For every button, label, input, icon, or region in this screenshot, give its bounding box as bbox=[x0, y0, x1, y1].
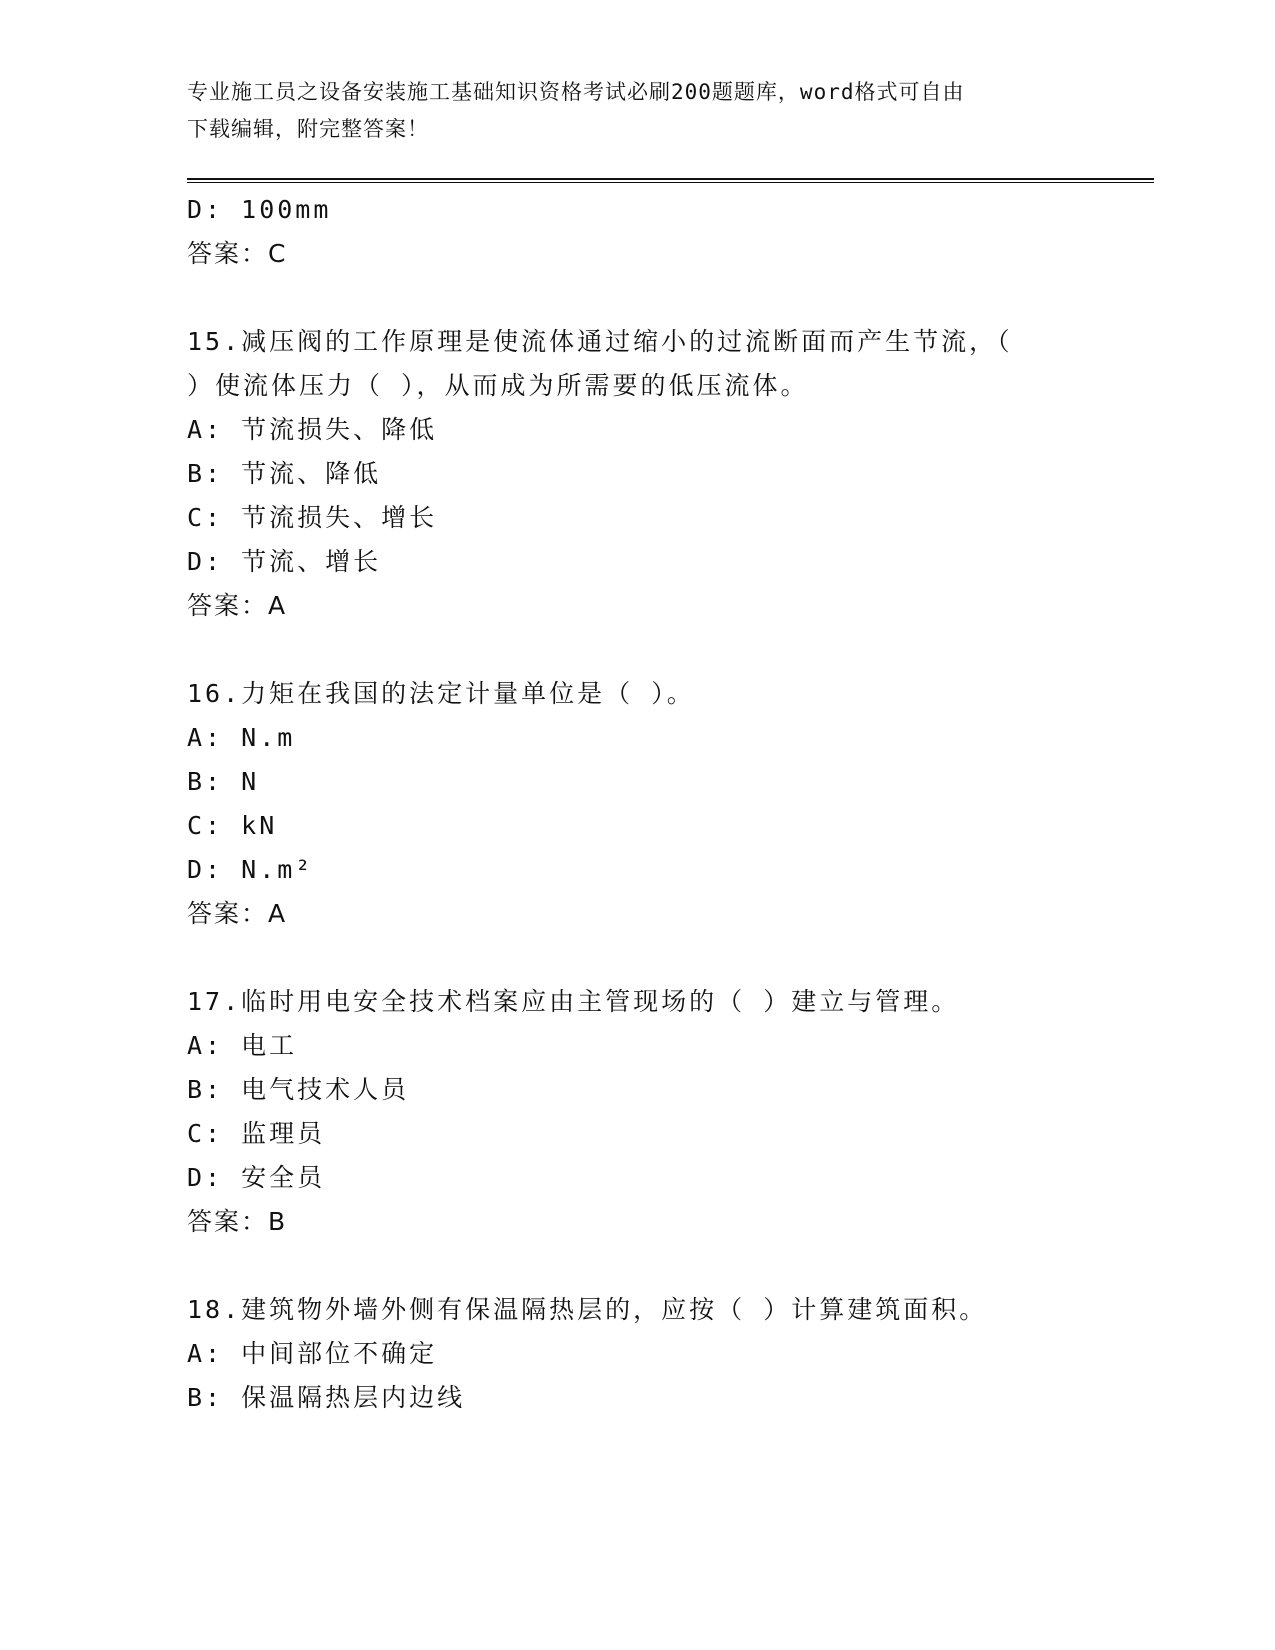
question-17-option-b: B: 电气技术人员 bbox=[187, 1075, 410, 1104]
question-18-option-b: B: 保温隔热层内边线 bbox=[187, 1383, 466, 1412]
question-16-option-a: A: N.m bbox=[187, 723, 296, 752]
option-d: D: 100mm bbox=[187, 195, 332, 224]
answer: 答案：C bbox=[187, 239, 288, 268]
question-16-option-c: C: kN bbox=[187, 811, 278, 840]
question-16-option-d: D: N.m² bbox=[187, 855, 314, 884]
header-divider bbox=[187, 178, 1154, 183]
question-16-answer: 答案：A bbox=[187, 899, 288, 928]
question-18-stem: 18.建筑物外墙外侧有保温隔热层的，应按（ ）计算建筑面积。 bbox=[187, 1295, 988, 1324]
question-15-answer: 答案：A bbox=[187, 591, 288, 620]
document-title-line-2: 下载编辑，附完整答案！ bbox=[187, 117, 429, 141]
question-15-stem-line-2: ）使流体压力（ ），从而成为所需要的低压流体。 bbox=[187, 371, 809, 400]
question-17-answer: 答案：B bbox=[187, 1207, 288, 1236]
question-15-option-c: C: 节流损失、增长 bbox=[187, 503, 438, 532]
question-17-option-a: A: 电工 bbox=[187, 1031, 298, 1060]
question-17-option-d: D: 安全员 bbox=[187, 1163, 326, 1192]
question-18-option-a: A: 中间部位不确定 bbox=[187, 1339, 438, 1368]
page-header bbox=[187, 74, 1087, 148]
question-17-stem: 17.临时用电安全技术档案应由主管现场的（ ）建立与管理。 bbox=[187, 987, 960, 1016]
question-15-option-d: D: 节流、增长 bbox=[187, 547, 382, 576]
question-15-stem-line-1: 15.减压阀的工作原理是使流体通过缩小的过流断面而产生节流，（ bbox=[187, 327, 1013, 356]
question-15-option-a: A: 节流损失、降低 bbox=[187, 415, 438, 444]
question-16-stem: 16.力矩在我国的法定计量单位是（ ）。 bbox=[187, 679, 695, 708]
question-17-option-c: C: 监理员 bbox=[187, 1119, 326, 1148]
question-16-option-b: B: N bbox=[187, 767, 260, 796]
question-15-option-b: B: 节流、降低 bbox=[187, 459, 382, 488]
document-title-line-1: 专业施工员之设备安装施工基础知识资格考试必刷200题题库，word格式可自由 bbox=[187, 80, 965, 104]
